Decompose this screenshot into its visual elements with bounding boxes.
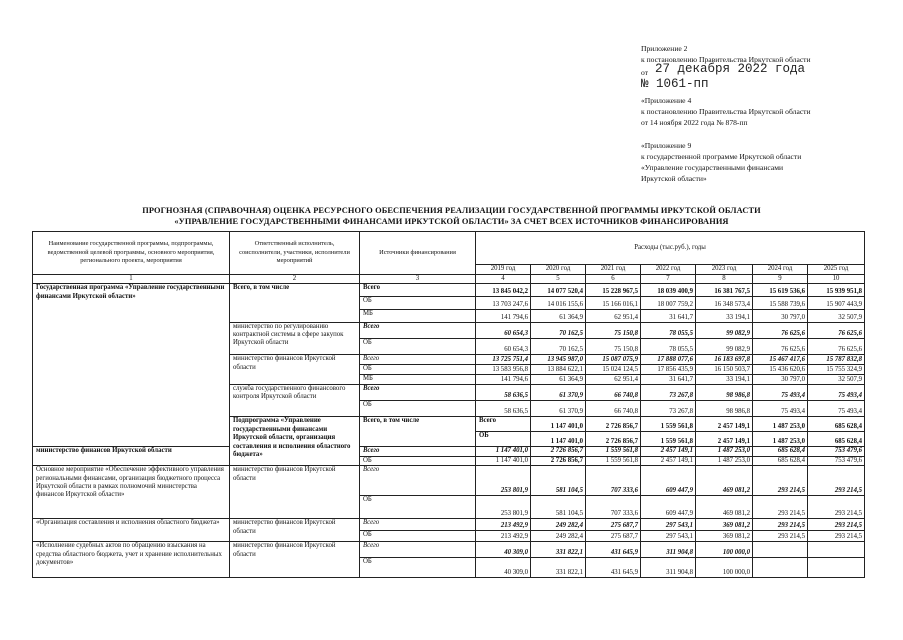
expenses-header: Расходы (тыс.руб.), годы	[476, 232, 865, 265]
value-cell: 2 726 856,7	[531, 456, 586, 465]
value-cell: 61 364,9	[531, 310, 586, 323]
value-cell: 100 000,0	[696, 542, 753, 558]
value-cell: 15 228 967,5	[586, 284, 641, 297]
value-cell: 1 559 561,8	[641, 432, 696, 447]
value-cell: 76 625,6	[753, 323, 808, 339]
appendix9-name2: Иркутской области»	[641, 174, 707, 183]
title-line-1: ПРОГНОЗНАЯ (СПРАВОЧНАЯ) ОЦЕНКА РЕСУРСНОГО ОБЕСПЕЧЕНИЯ РЕАЛИЗАЦИИ ГОСУДАРСТВЕННОЙ ПРОГРАММЫ ИРКУТСКОЙ ОБЛАСТИ	[142, 206, 761, 215]
value-cell: 297 543,1	[641, 531, 696, 542]
value-cell: 13 945 987,0	[531, 355, 586, 365]
value-cell: 17 856 435,9	[641, 365, 696, 375]
value-cell: 609 447,9	[641, 496, 696, 519]
source-cell: МБ	[360, 310, 476, 323]
table-row	[33, 542, 865, 558]
value-cell: 99 082,9	[696, 323, 753, 339]
value-cell: 1 559 561,8	[586, 456, 641, 465]
value-cell: 31 641,7	[641, 310, 696, 323]
value-cell: 311 904,8	[641, 542, 696, 558]
value-cell: 75 493,4	[808, 401, 865, 417]
value-cell: 18 007 759,2	[641, 297, 696, 310]
subprogram-exec: Всего, в том числе	[360, 417, 476, 447]
value-cell	[808, 558, 865, 578]
value-cell: 31 641,7	[641, 375, 696, 385]
value-cell: 98 986,8	[696, 401, 753, 417]
value-cell: 2 726 856,7	[586, 417, 641, 432]
value-cell: 275 687,7	[586, 531, 641, 542]
value-cell: 30 797,0	[753, 375, 808, 385]
value-cell: 253 801,9	[476, 466, 531, 496]
value-cell: 70 162,5	[531, 323, 586, 339]
value-cell: 249 282,4	[531, 531, 586, 542]
value-cell: 685 628,4	[808, 417, 865, 432]
program-exec: Всего, в том числе	[230, 284, 360, 323]
value-cell: 685 628,4	[753, 456, 808, 465]
col1-header: Наименование государственной программы, подпрограммы, ведомственной целевой программы, основного мероприятия, регионального проекта, мероприятия	[33, 232, 230, 275]
value-cell: 293 214,5	[753, 519, 808, 531]
value-cell: 707 333,6	[586, 466, 641, 496]
decree-date-prefix: от	[641, 68, 649, 77]
value-cell: 15 166 016,1	[586, 297, 641, 310]
value-cell: 40 309,0	[476, 542, 531, 558]
value-cell: 213 492,9	[476, 531, 531, 542]
col-number: 9	[753, 275, 808, 284]
resource-table	[32, 231, 865, 578]
appendix9-program: к государственной программе Иркутской области	[641, 152, 802, 161]
value-cell: 32 507,9	[808, 310, 865, 323]
value-cell: 1 559 561,8	[586, 447, 641, 456]
value-cell: 30 797,0	[753, 310, 808, 323]
value-cell: 2 457 149,1	[696, 417, 753, 432]
year-header: 2022 год	[641, 265, 696, 275]
value-cell: 1 147 401,0	[531, 417, 586, 432]
value-cell: 685 628,4	[753, 447, 808, 456]
executor-cell: министерство финансов Иркутской области	[33, 447, 230, 466]
decree-date: 27 декабря 2022 года	[655, 62, 806, 76]
executor-cell: министерство финансов Иркутской области	[230, 519, 360, 542]
decree-ref: к постановлению Правительства Иркутской области	[641, 55, 811, 64]
value-cell: 16 150 503,7	[696, 365, 753, 375]
col3-header: Источники финансирования	[360, 232, 476, 275]
value-cell: 2 726 856,7	[586, 432, 641, 447]
col-number: 3	[360, 275, 476, 284]
source-cell: ОБ	[360, 365, 476, 375]
col-number: 4	[476, 275, 531, 284]
value-cell: 253 801,9	[476, 496, 531, 519]
event-name: «Исполнение судебных актов по обращению взыскания на средства областного бюджета, учет и хранение исполнительных документов»	[33, 542, 230, 578]
value-cell: 14 077 520,4	[531, 284, 586, 297]
value-cell: 75 493,4	[808, 385, 865, 401]
value-cell: 297 543,1	[641, 519, 696, 531]
event-name: «Организация составления и исполнения областного бюджета»	[33, 519, 230, 542]
value-cell: 369 081,2	[696, 519, 753, 531]
value-cell: 707 333,6	[586, 496, 641, 519]
value-cell: 75 493,4	[753, 385, 808, 401]
value-cell	[808, 542, 865, 558]
executor-cell: министерство финансов Иркутской области	[230, 542, 360, 578]
col-number: 10	[808, 275, 865, 284]
table-row	[33, 466, 865, 496]
value-cell: 15 619 536,6	[753, 284, 808, 297]
appendix-label: Приложение 2	[641, 44, 688, 53]
value-cell: 1 487 253,0	[753, 432, 808, 447]
value-cell: 2 726 856,7	[531, 447, 586, 456]
value-cell: 431 645,9	[586, 558, 641, 578]
source-cell: ОБ	[360, 297, 476, 310]
col-number: 2	[230, 275, 360, 284]
value-cell: 331 822,1	[531, 542, 586, 558]
value-cell: 16 381 767,5	[696, 284, 753, 297]
appendix9-name1: «Управление государственными финансами	[641, 163, 784, 172]
value-cell: 141 794,6	[476, 310, 531, 323]
value-cell: 61 364,9	[531, 375, 586, 385]
value-cell: 1 147 401,0	[476, 447, 531, 456]
value-cell: 40 309,0	[476, 558, 531, 578]
executor-cell: министерство по регулированию контрактной системы в сфере закупок Иркутской области	[230, 323, 360, 355]
source-cell: ОБ	[476, 432, 531, 447]
value-cell: 311 904,8	[641, 558, 696, 578]
source-cell: ОБ	[360, 558, 476, 578]
appendix4-label: «Приложение 4	[641, 96, 692, 105]
value-cell: 33 194,1	[696, 310, 753, 323]
value-cell: 76 625,6	[808, 339, 865, 355]
value-cell: 1 487 253,0	[696, 456, 753, 465]
value-cell: 73 267,8	[641, 385, 696, 401]
value-cell: 431 645,9	[586, 542, 641, 558]
column-numbers-row	[33, 275, 865, 284]
value-cell: 76 625,6	[808, 323, 865, 339]
value-cell: 2 457 149,1	[641, 447, 696, 456]
appendix4-decree: к постановлению Правительства Иркутской области	[641, 107, 811, 116]
value-cell	[753, 542, 808, 558]
value-cell: 32 507,9	[808, 375, 865, 385]
value-cell: 99 082,9	[696, 339, 753, 355]
value-cell: 66 740,8	[586, 401, 641, 417]
subprogram-name: Подпрограмма «Управление государственными финансами Иркутской области, организация составления и исполнения областного бюджета»	[230, 417, 360, 466]
table-row	[33, 447, 865, 456]
value-cell: 753 479,6	[808, 447, 865, 456]
value-cell: 13 884 622,1	[531, 365, 586, 375]
source-cell: Всего	[360, 355, 476, 365]
table-row	[33, 284, 865, 297]
source-cell: Всего	[360, 323, 476, 339]
col-number: 7	[641, 275, 696, 284]
value-cell: 581 104,5	[531, 496, 586, 519]
year-header: 2019 год	[476, 265, 531, 275]
value-cell: 2 457 149,1	[641, 456, 696, 465]
col-number: 6	[586, 275, 641, 284]
year-header: 2024 год	[753, 265, 808, 275]
value-cell: 369 081,2	[696, 531, 753, 542]
value-cell	[753, 558, 808, 578]
source-cell: ОБ	[360, 496, 476, 519]
value-cell: 293 214,5	[753, 496, 808, 519]
value-cell: 15 436 620,6	[753, 365, 808, 375]
value-cell: 15 907 443,9	[808, 297, 865, 310]
title-line-2: «УПРАВЛЕНИЕ ГОСУДАРСТВЕННЫМИ ФИНАНСАМИ ИРКУТСКОЙ ОБЛАСТИ» ЗА СЧЕТ ВСЕХ ИСТОЧНИКОВ ФИНАНСИРОВАНИЯ	[174, 217, 729, 226]
value-cell: 1 487 253,0	[696, 447, 753, 456]
value-cell: 58 636,5	[476, 385, 531, 401]
value-cell: 18 039 400,9	[641, 284, 696, 297]
value-cell: 685 628,4	[808, 432, 865, 447]
value-cell: 275 687,7	[586, 519, 641, 531]
value-cell: 13 583 956,8	[476, 365, 531, 375]
value-cell: 1 559 561,8	[641, 417, 696, 432]
value-cell: 70 162,5	[531, 339, 586, 355]
table-row	[33, 519, 865, 531]
value-cell: 33 194,1	[696, 375, 753, 385]
value-cell: 469 081,2	[696, 466, 753, 496]
value-cell: 16 183 697,8	[696, 355, 753, 365]
value-cell: 13 703 247,6	[476, 297, 531, 310]
source-cell: Всего	[476, 417, 531, 432]
value-cell: 1 487 253,0	[753, 417, 808, 432]
value-cell: 14 016 155,6	[531, 297, 586, 310]
value-cell: 73 267,8	[641, 401, 696, 417]
value-cell: 581 104,5	[531, 466, 586, 496]
value-cell: 141 794,6	[476, 375, 531, 385]
value-cell: 66 740,8	[586, 385, 641, 401]
value-cell: 78 055,5	[641, 339, 696, 355]
value-cell: 16 348 573,4	[696, 297, 753, 310]
source-cell: ОБ	[360, 456, 476, 465]
value-cell: 15 467 417,6	[753, 355, 808, 365]
value-cell: 213 492,9	[476, 519, 531, 531]
col-number: 5	[531, 275, 586, 284]
value-cell: 61 370,9	[531, 401, 586, 417]
value-cell: 75 493,4	[753, 401, 808, 417]
year-header: 2023 год	[696, 265, 753, 275]
decree-number: № 1061-пп	[641, 77, 709, 91]
value-cell: 13 725 751,4	[476, 355, 531, 365]
value-cell: 58 636,5	[476, 401, 531, 417]
executor-cell: министерство финансов Иркутской области	[230, 466, 360, 519]
source-cell: ОБ	[360, 531, 476, 542]
value-cell: 60 654,3	[476, 339, 531, 355]
year-header: 2025 год	[808, 265, 865, 275]
document-title	[0, 205, 903, 227]
source-cell: Всего	[360, 519, 476, 531]
value-cell: 15 087 075,9	[586, 355, 641, 365]
value-cell: 293 214,5	[808, 531, 865, 542]
value-cell: 15 787 832,8	[808, 355, 865, 365]
value-cell: 609 447,9	[641, 466, 696, 496]
value-cell: 76 625,6	[753, 339, 808, 355]
value-cell: 78 055,5	[641, 323, 696, 339]
col-number: 1	[33, 275, 230, 284]
value-cell: 17 888 077,6	[641, 355, 696, 365]
source-cell: Всего	[360, 447, 476, 456]
value-cell: 15 755 324,9	[808, 365, 865, 375]
value-cell: 469 081,2	[696, 496, 753, 519]
value-cell: 75 150,8	[586, 323, 641, 339]
value-cell: 293 214,5	[753, 466, 808, 496]
executor-cell: служба государственного финансового контроля Иркутской области	[230, 385, 360, 417]
source-cell: Всего	[360, 385, 476, 401]
value-cell: 15 024 124,5	[586, 365, 641, 375]
value-cell: 13 845 042,2	[476, 284, 531, 297]
source-cell: ОБ	[360, 339, 476, 355]
value-cell: 293 214,5	[808, 466, 865, 496]
value-cell: 62 951,4	[586, 310, 641, 323]
source-cell: Всего	[360, 284, 476, 297]
value-cell: 61 370,9	[531, 385, 586, 401]
col-number: 8	[696, 275, 753, 284]
value-cell: 100 000,0	[696, 558, 753, 578]
col2-header: Ответственный исполнитель, соисполнители, участники, исполнители мероприятий	[230, 232, 360, 275]
executor-cell: министерство финансов Иркутской области	[230, 355, 360, 385]
value-cell: 2 457 149,1	[696, 432, 753, 447]
value-cell: 98 986,8	[696, 385, 753, 401]
year-header: 2020 год	[531, 265, 586, 275]
source-cell: МБ	[360, 375, 476, 385]
value-cell: 293 214,5	[808, 496, 865, 519]
value-cell: 249 282,4	[531, 519, 586, 531]
value-cell: 293 214,5	[808, 519, 865, 531]
source-cell: Всего	[360, 466, 476, 496]
value-cell: 1 147 401,0	[531, 432, 586, 447]
value-cell: 15 588 739,6	[753, 297, 808, 310]
program-name: Государственная программа «Управление государственными финансами Иркутской области»	[33, 284, 230, 447]
main-event-name: Основное мероприятие «Обеспечение эффективного управления региональными финансами, организация бюджетного процесса Иркутской области в рамках полномочий министерства финансов Иркутской области»	[33, 466, 230, 519]
source-cell: Всего	[360, 542, 476, 558]
value-cell: 62 951,4	[586, 375, 641, 385]
value-cell: 331 822,1	[531, 558, 586, 578]
value-cell: 60 654,3	[476, 323, 531, 339]
value-cell: 293 214,5	[753, 531, 808, 542]
appendix9-label: «Приложение 9	[641, 141, 692, 150]
value-cell: 753 479,6	[808, 456, 865, 465]
value-cell: 75 150,8	[586, 339, 641, 355]
appendix4-date: от 14 ноября 2022 года № 878-пп	[641, 118, 748, 127]
value-cell: 1 147 401,0	[476, 456, 531, 465]
source-cell: ОБ	[360, 401, 476, 417]
year-header: 2021 год	[586, 265, 641, 275]
table-header-row	[33, 232, 865, 265]
value-cell: 15 939 951,8	[808, 284, 865, 297]
